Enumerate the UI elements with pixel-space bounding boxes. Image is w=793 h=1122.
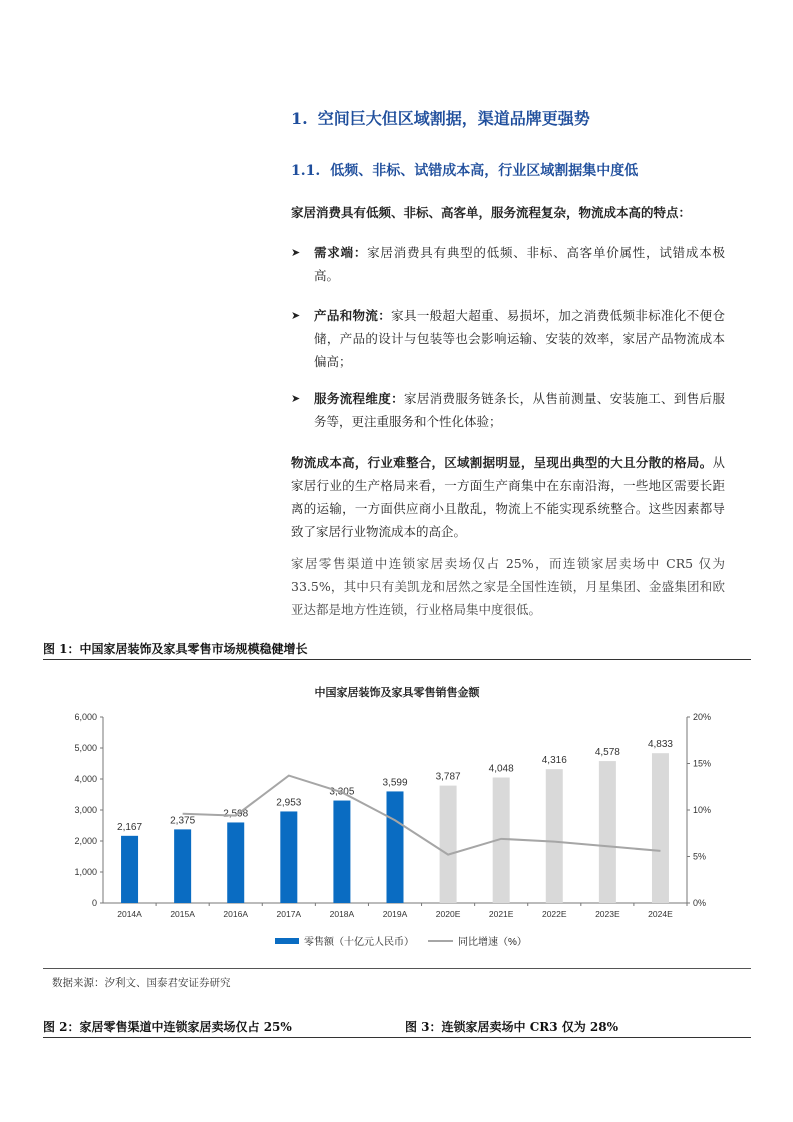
bar-value-label: 3,787 [435, 771, 461, 783]
bullet-item [291, 387, 725, 433]
section-number: 1. [291, 109, 308, 128]
bullet-body: 家居消费服务链条长，从售前测量、安装施工、到售后服务等，更注重服务和个性化体验； [314, 391, 725, 429]
bullet-lead: 需求端： [314, 245, 368, 260]
bullet-lead: 服务流程维度： [314, 391, 404, 406]
legend-line-label: 同比增速（%） [458, 937, 527, 948]
figure-source: 数据来源：汐利文、国泰君安证券研究 [52, 977, 231, 989]
y-left-tick-label: 6,000 [74, 712, 97, 722]
y-right-tick-label: 5% [693, 851, 707, 862]
y-left-tick-label: 3,000 [74, 805, 97, 815]
legend-bar-label: 零售额（十亿元人民币） [304, 937, 414, 948]
bullet-body: 家居消费具有典型的低频、非标、高客单价属性，试错成本极高。 [314, 245, 725, 283]
chart-title: 中国家居装饰及家具零售销售金额 [314, 687, 480, 699]
bar [440, 786, 457, 903]
bar-value-label: 2,598 [223, 808, 249, 820]
bar-value-label: 4,316 [541, 755, 567, 767]
bullet-item [291, 304, 725, 373]
legend-bar-swatch [275, 938, 299, 944]
growth-line [183, 776, 661, 855]
y-left-tick-label: 4,000 [74, 774, 97, 784]
intro-text: 家居消费具有低频、非标、高客单，服务流程复杂，物流成本高的特点： [291, 205, 692, 220]
bar-value-label: 4,833 [647, 739, 673, 751]
bar-value-label: 4,048 [488, 763, 514, 775]
y-right-tick-label: 0% [693, 898, 707, 908]
figure-bottom-rule [43, 968, 751, 969]
figure-title-rule [43, 1037, 751, 1038]
bar-value-label: 3,305 [329, 786, 355, 798]
y-right-tick-label: 20% [693, 712, 712, 722]
y-right-tick-label: 15% [693, 758, 712, 769]
figure-3-title: 图 3：连锁家居卖场中 CR3 仅为 28% [405, 1020, 619, 1034]
bullet-item [291, 241, 725, 287]
x-tick-label: 2019A [382, 909, 408, 919]
x-tick-label: 2023E [595, 909, 620, 919]
bar-value-label: 3,599 [382, 777, 408, 789]
x-tick-label: 2016A [223, 909, 249, 919]
arrow-bullet-icon: ➤ [291, 392, 301, 405]
bar-value-label: 2,375 [170, 815, 196, 827]
x-tick-label: 2020E [435, 909, 461, 919]
paragraph-text: 家居零售渠道中连锁家居卖场仅占 25%，而连锁家居卖场中 CR5 仅为 33.5%，其中只有美凯龙和居然之家是全国性连锁，月星集团、金盛集团和欧亚达都是地方性连锁，行业格局集中度很低。 [291, 556, 725, 617]
x-tick-label: 2014A [117, 909, 142, 919]
x-tick-label: 2021E [488, 909, 514, 919]
y-left-tick-label: 5,000 [74, 743, 97, 753]
bar-value-label: 2,167 [117, 821, 143, 833]
y-right-tick-label: 10% [693, 805, 712, 815]
paragraph-body: 从家居行业的生产格局来看，一方面生产商集中在东南沿海，一些地区需要长距离的运输，一方面供应商小且散乱，物流上不能实现系统整合。这些因素都导致了家居行业物流成本的高企。 [291, 455, 725, 539]
y-left-tick-label: 1,000 [74, 867, 97, 877]
x-tick-label: 2022E [541, 909, 567, 919]
bar [599, 761, 616, 903]
y-left-tick-label: 2,000 [74, 836, 97, 846]
chart-plot-area [74, 712, 711, 919]
figure-1-title: 图 1：中国家居装饰及家具零售市场规模稳健增长 [43, 642, 308, 656]
bar [174, 829, 191, 903]
x-tick-label: 2024E [648, 909, 673, 919]
subsection-number: 1.1. [291, 163, 321, 179]
x-tick-label: 2017A [276, 909, 302, 919]
bar-value-label: 2,953 [276, 797, 302, 809]
bullet-lead: 产品和物流： [314, 308, 392, 323]
bullet-body: 家具一般超大超重、易损坏，加之消费低频非标准化不便仓储，产品的设计与包装等也会影响运输、安装的效率，家居产品物流成本偏高； [314, 308, 725, 369]
y-left-tick-label: 0 [91, 898, 97, 908]
bar [280, 811, 297, 903]
subsection-heading [291, 160, 638, 180]
section-title: 空间巨大但区域割据，渠道品牌更强势 [317, 109, 590, 128]
intro-paragraph [291, 201, 725, 224]
subsection-title: 低频、非标、试错成本高，行业区域割据集中度低 [330, 163, 639, 179]
x-tick-label: 2018A [329, 909, 355, 919]
bar [387, 791, 404, 903]
bar-value-label: 4,578 [594, 747, 620, 759]
paragraph-lead: 物流成本高，行业难整合，区域割据明显，呈现出典型的大且分散的格局。 [291, 455, 713, 470]
bar [652, 753, 669, 903]
paragraph-logistics [291, 451, 725, 543]
bar [121, 836, 138, 903]
arrow-bullet-icon: ➤ [291, 309, 301, 322]
chart-legend [275, 935, 527, 948]
bar [333, 801, 350, 903]
figure-2-title: 图 2：家居零售渠道中连锁家居卖场仅占 25% [43, 1020, 292, 1034]
bar [227, 822, 244, 903]
paragraph-concentration [291, 552, 725, 621]
section-heading [291, 106, 590, 129]
bar [546, 769, 563, 903]
arrow-bullet-icon: ➤ [291, 246, 301, 259]
x-tick-label: 2015A [170, 909, 195, 919]
retail-sales-chart [43, 660, 751, 960]
